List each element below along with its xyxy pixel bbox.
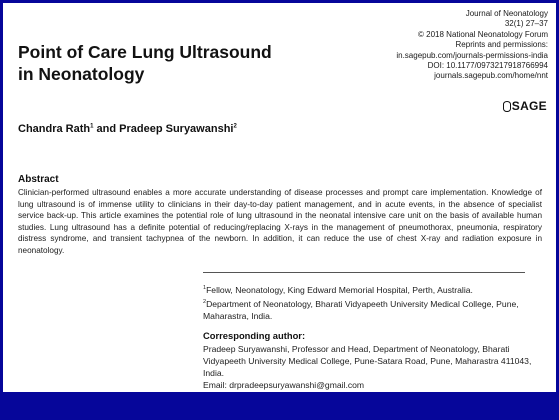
article-page <box>3 3 556 392</box>
title-line-2: in Neonatology <box>18 64 145 84</box>
journal-info <box>358 9 548 82</box>
affiliation-1 <box>203 282 533 296</box>
journal-name: Journal of Neonatology <box>465 9 548 18</box>
title-line-1: Point of Care Lung Ultrasound <box>18 42 272 62</box>
journal-copyright: © 2018 National Neonatology Forum <box>418 29 548 39</box>
corresponding-email: Email: drpradeepsuryawanshi@gmail.com <box>203 380 365 390</box>
affiliation-2-sup: 2 <box>203 298 207 305</box>
corresponding-details <box>203 343 533 391</box>
affiliation-2 <box>203 296 533 322</box>
corresponding-address: Pradeep Suryawanshi, Professor and Head, Department of Neonatology, Bharati Vidyapeeth University Medical College, Pune-Satara Road, Pune, Maharastra 411043, India. <box>203 344 532 378</box>
sage-mark-icon <box>503 101 511 112</box>
sage-logo <box>503 99 547 113</box>
article-title <box>18 41 318 85</box>
abstract-text: Clinician-performed ultrasound enables a more accurate understanding of disease processes and prompt care implementation. Knowledge of lung ultrasound is of immense utility to clinicians in their day-to-day patient management, and in acute events, in the absence of specialist service back-up. This article examines the potential role of lung ultrasound in the neonatal intensive care unit on the basis of available human studies. Lung ultrasound has a definite potential of reducing/replacing X-rays in the management of pneumothorax, pneumonia, respiratory distress syndrome, and transient tachypnea of the newborn. In addition, it can reduce the use of chest X-ray and radiation exposure in neonatology. <box>18 188 542 255</box>
sage-logo-text: SAGE <box>511 99 547 113</box>
author-line <box>18 123 237 135</box>
author-2: Pradeep Suryawanshi <box>119 123 234 135</box>
journal-home-url: journals.sagepub.com/home/nnt <box>434 71 548 81</box>
divider <box>203 272 525 273</box>
journal-doi: DOI: 10.1177/0973217918766994 <box>427 61 548 71</box>
affiliation-1-text: Fellow, Neonatology, King Edward Memorial Hospital, Perth, Australia. <box>206 284 473 295</box>
author-2-affil: 2 <box>233 123 237 130</box>
author-joiner: and <box>93 123 120 135</box>
abstract-heading: Abstract <box>18 174 59 185</box>
corresponding-heading: Corresponding author: <box>203 330 306 341</box>
journal-reprints: Reprints and permissions: <box>455 40 548 50</box>
journal-reprints-url: in.sagepub.com/journals-permissions-india <box>396 50 548 60</box>
author-1: Chandra Rath <box>18 123 91 135</box>
affiliation-2-text: Department of Neonatology, Bharati Vidyapeeth University Medical College, Pune, Maharastra, India. <box>203 298 519 321</box>
journal-volume: 32(1) 27–37 <box>504 19 548 29</box>
affiliations <box>203 282 533 322</box>
author-1-affil: 1 <box>90 123 94 130</box>
affiliation-1-sup: 1 <box>203 285 207 291</box>
